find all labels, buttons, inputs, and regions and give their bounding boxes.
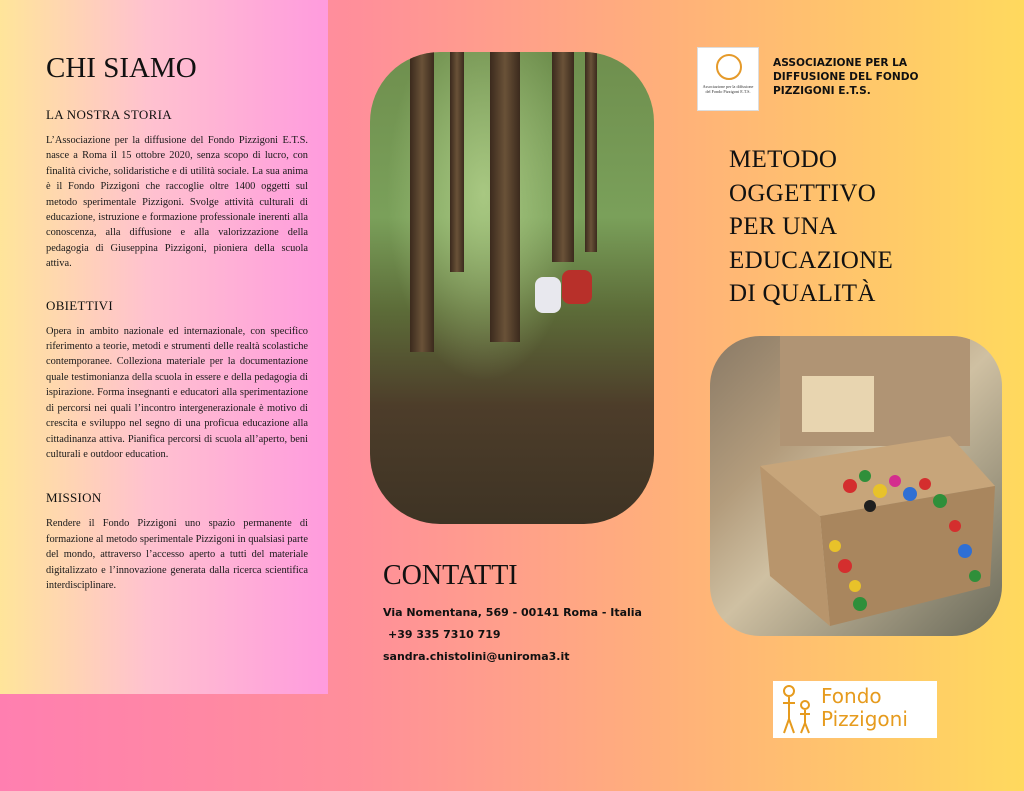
headline-line: OGGETTIVO — [729, 179, 877, 207]
objectives-text: Opera in ambito nazionale ed internazionale, con specifico riferimento a teorie, metodi e strumenti delle realtà scolastiche contemporanee. Colleziona materiale per la documentazione quale testimonianza della scuola in essere e della pedagogia di ispirazione. Forma insegnanti e educatori alla sperimentazione di percorsi nei quali l’incontro intergenerazionale è motivo di crescita e sviluppo nel segno di una proficua educazione alla cittadinanza attiva. Pianifica percorsi di scuola all’aperto, beni culturali e outdoor education. — [46, 325, 308, 460]
forest-photo — [370, 52, 654, 524]
mission-text: Rendere il Fondo Pizzigoni uno spazio permanente di formazione al metodo sperimentale Pizzigoni in qualsiasi parte del mondo, attraverso l’accesso aperto a tutti del materiale digitalizzato e l’innovazione generata dalla ricerca scientifica interdisciplinare. — [46, 518, 308, 591]
adult-child-icon — [777, 681, 821, 738]
headline-line: EDUCAZIONE — [729, 246, 894, 274]
book-logo-icon — [716, 54, 742, 80]
fondo-logo-text — [821, 685, 908, 731]
contact-address: Via Nomentana, 569 - 00141 Roma - Italia — [383, 606, 642, 619]
history-heading: LA NOSTRA STORIA — [46, 107, 172, 122]
association-logo — [697, 47, 759, 111]
fondo-pizzigoni-logo — [773, 681, 937, 738]
headline-line: PER UNA — [729, 213, 838, 240]
headline-line: METODO — [729, 146, 838, 173]
beads-box-illustration — [710, 336, 1002, 636]
contacts-title: CONTATTI — [383, 560, 518, 591]
headline-line: DI QUALITÀ — [729, 280, 876, 307]
contact-email: sandra.chistolini@uniroma3.it — [383, 650, 570, 663]
objectives-heading: OBIETTIVI — [46, 297, 113, 313]
organization-name: ASSOCIAZIONE PER LA DIFFUSIONE DEL FONDO PIZZIGONI E.T.S. — [773, 57, 919, 97]
headline — [729, 143, 989, 311]
beads-box-photo — [710, 336, 1002, 636]
left-panel — [0, 0, 328, 694]
about-title: CHI SIAMO — [46, 52, 197, 84]
contacts-block — [383, 560, 642, 672]
fondo-logo-line: Fondo — [821, 684, 882, 708]
mission-heading: MISSION — [46, 490, 102, 506]
fondo-logo-line: Pizzigoni — [821, 707, 908, 731]
about-column — [46, 52, 308, 593]
history-text: L’Associazione per la diffusione del Fondo Pizzigoni E.T.S. nasce a Roma il 15 ottobre 2020, senza scopo di lucro, con finalità civiche, solidaristiche e di utilità sociale. La sua anima è il Fondo Pizzigoni che raccoglie oltre 1400 oggetti sul metodo sperimentale Pizzigoni. Svolge attività culturali di educazione, istruzione e formazione professionale inerenti alla conoscenza, alla diffusione e alla valorizzazione della pedagogia di Giuseppina Pizzigoni, pioniera della scuola attiva. — [46, 135, 308, 270]
association-logo-text: Associazione per la diffusione del Fondo Pizzigoni E.T.S. — [702, 84, 754, 94]
contact-phone: +39 335 7310 719 — [388, 628, 501, 641]
